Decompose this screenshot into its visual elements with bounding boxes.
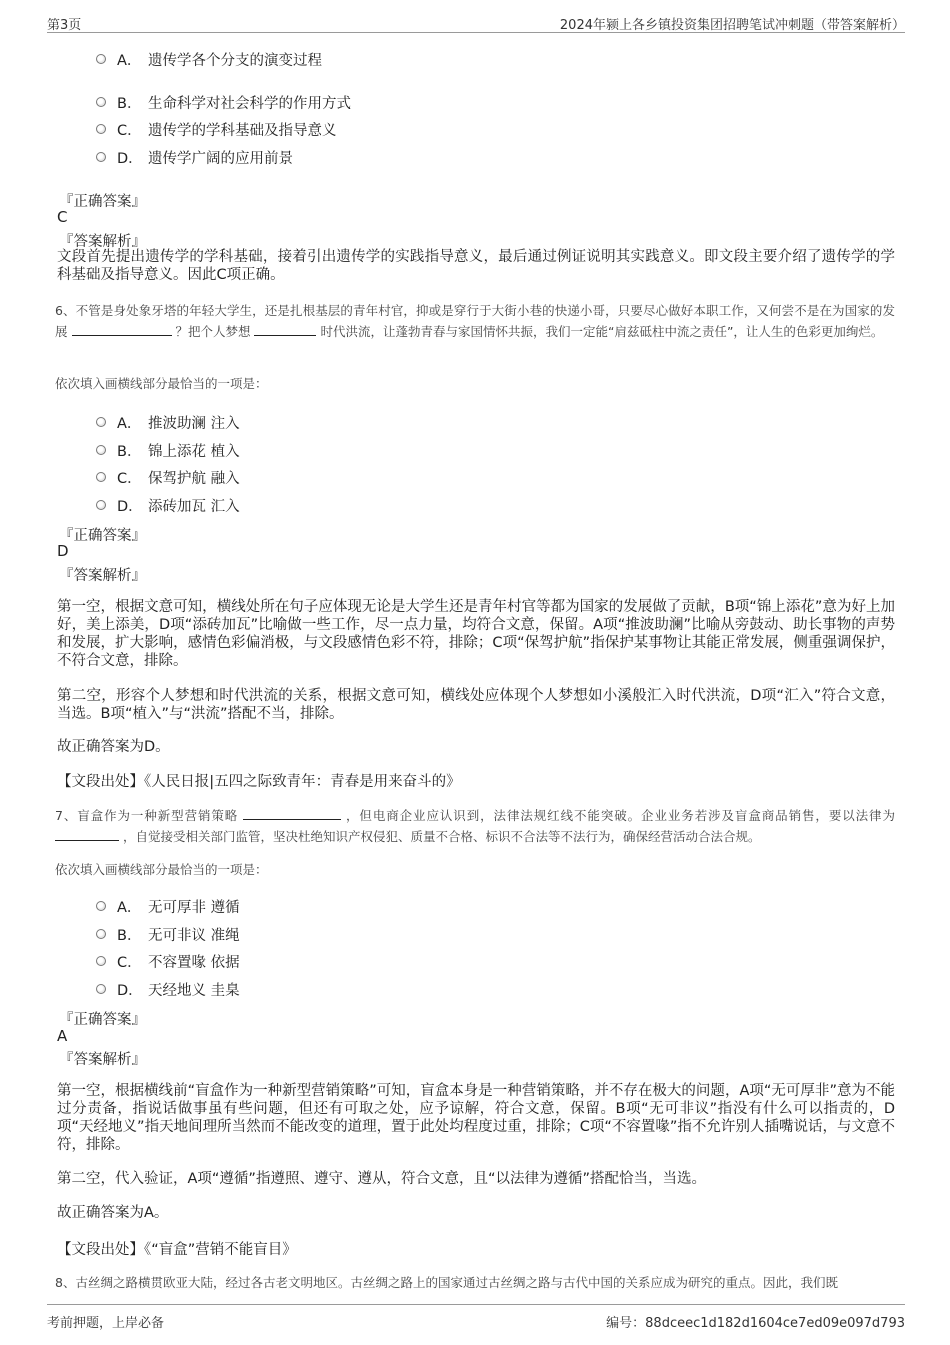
q7-source: 【文段出处】《“盲盒”营销不能盲目》: [57, 1242, 297, 1258]
q6-correct-answer-label: 『正确答案』: [59, 528, 146, 544]
blank-line: [72, 323, 172, 336]
q5-correct-answer-label: 『正确答案』: [59, 194, 146, 210]
footer-slogan: 考前押题，上岸必备: [47, 1316, 165, 1331]
page-number: 第3页: [47, 18, 82, 33]
radio-icon[interactable]: [96, 472, 106, 482]
document-code: 编号：88dceec1d182d1604ce7ed09e097d793: [606, 1316, 905, 1331]
q6-analysis-2: 第二空，形容个人梦想和时代洪流的关系，根据文意可知，横线处应体现个人梦想如小溪般汇入时代洪流，D项“汇入”符合文意，当选。B项“植入”与“洪流”搭配不当，排除。: [57, 688, 895, 722]
q6-answer: D: [57, 542, 69, 560]
radio-icon[interactable]: [96, 984, 106, 994]
radio-icon[interactable]: [96, 417, 106, 427]
q5-analysis: 文段首先提出遗传学的学科基础，接着引出遗传学的实践指导意义，最后通过例证说明其实践意义。即文段主要介绍了遗传学的学科基础及指导意义。因此C项正确。: [57, 249, 895, 283]
q6-stem: 6、不管是身处象牙塔的年轻大学生，还是扎根基层的青年村官，抑或是穿行于大街小巷的快递小哥，只要尽心做好本职工作，又何尝不是在为国家的发展 ？把个人梦想 时代洪流，让蓬勃青春与家国情怀共振，我们一定能“肩兹砥柱中流之责任”，让人生的色彩更加绚烂。: [55, 303, 895, 339]
page-footer: [47, 1304, 905, 1331]
radio-icon[interactable]: [96, 54, 106, 64]
q7-answer: A: [57, 1027, 68, 1045]
q7-analysis-1: 第一空，根据横线前“盲盒作为一种新型营销策略”可知，盲盒本身是一种营销策略，并不存在极大的问题，A项“无可厚非”意为不能过分责备，指说话做事虽有些问题，但还有可取之处，应予谅解，符合文意，保留。B项“无可非议”指没有什么可以指责的，D项“天经地义”指天地间理所当然而不能改变的道理，置于此处均程度过重，排除；C项“不容置喙”指不允许别人插嘴说话，与文意不符，排除。: [57, 1083, 895, 1153]
radio-icon[interactable]: [96, 97, 106, 107]
q6-source: 【文段出处】《人民日报|五四之际致青年：青春是用来奋斗的》: [57, 774, 461, 790]
radio-icon[interactable]: [96, 445, 106, 455]
q7-stem: 7、盲盒作为一种新型营销策略 ，但电商企业应认识到，法律法规红线不能突破。企业业务若涉及盲盒商品销售，要以法律为 ，自觉接受相关部门监管，坚决杜绝知识产权侵犯、质量不合格、标识不合法等不法行为，确保经营活动合法合规。: [55, 808, 895, 844]
radio-icon[interactable]: [96, 152, 106, 162]
radio-icon[interactable]: [96, 929, 106, 939]
q7-fill-hint: 依次填入画横线部分最恰当的一项是：: [55, 862, 268, 877]
q5-answer: C: [57, 208, 68, 226]
blank-line: [254, 323, 316, 336]
q7-analysis-2: 第二空，代入验证，A项“遵循”指遵照、遵守、遵从，符合文意，且“以法律为遵循”搭配恰当，当选。: [57, 1171, 706, 1187]
blank-line: [243, 807, 341, 820]
q7-analysis-3: 故正确答案为A。: [57, 1205, 169, 1221]
document-title: 2024年颍上各乡镇投资集团招聘笔试冲刺题（带答案解析）: [559, 18, 905, 33]
q7-correct-answer-label: 『正确答案』: [59, 1012, 146, 1028]
q8-stem: 8、古丝绸之路横贯欧亚大陆，经过各古老文明地区。古丝绸之路上的国家通过古丝绸之路与古代中国的关系应成为研究的重点。因此，我们既: [55, 1275, 838, 1290]
radio-icon[interactable]: [96, 956, 106, 966]
q6-fill-hint: 依次填入画横线部分最恰当的一项是：: [55, 376, 268, 391]
q6-analysis-label: 『答案解析』: [59, 568, 146, 584]
q7-analysis-label: 『答案解析』: [59, 1052, 146, 1068]
blank-line: [55, 828, 119, 841]
radio-icon[interactable]: [96, 901, 106, 911]
page-header: [47, 12, 905, 33]
q5-analysis-label: 『答案解析』: [59, 234, 146, 250]
radio-icon[interactable]: [96, 124, 106, 134]
q6-analysis-1: 第一空，根据文意可知，横线处所在句子应体现无论是大学生还是青年村官等都为国家的发展做了贡献，B项“锦上添花”意为好上加好，美上添美，D项“添砖加瓦”比喻做一些工作，尽一点力量，均符合文意，保留。A项“推波助澜”比喻从旁鼓动、助长事物的声势和发展，扩大影响，感情色彩偏消极，与文段感情色彩不符，排除；C项“保驾护航”指保护某事物让其能正常发展，侧重强调保护，不符合文意，排除。: [57, 599, 895, 669]
q6-analysis-3: 故正确答案为D。: [57, 739, 170, 755]
radio-icon[interactable]: [96, 500, 106, 510]
